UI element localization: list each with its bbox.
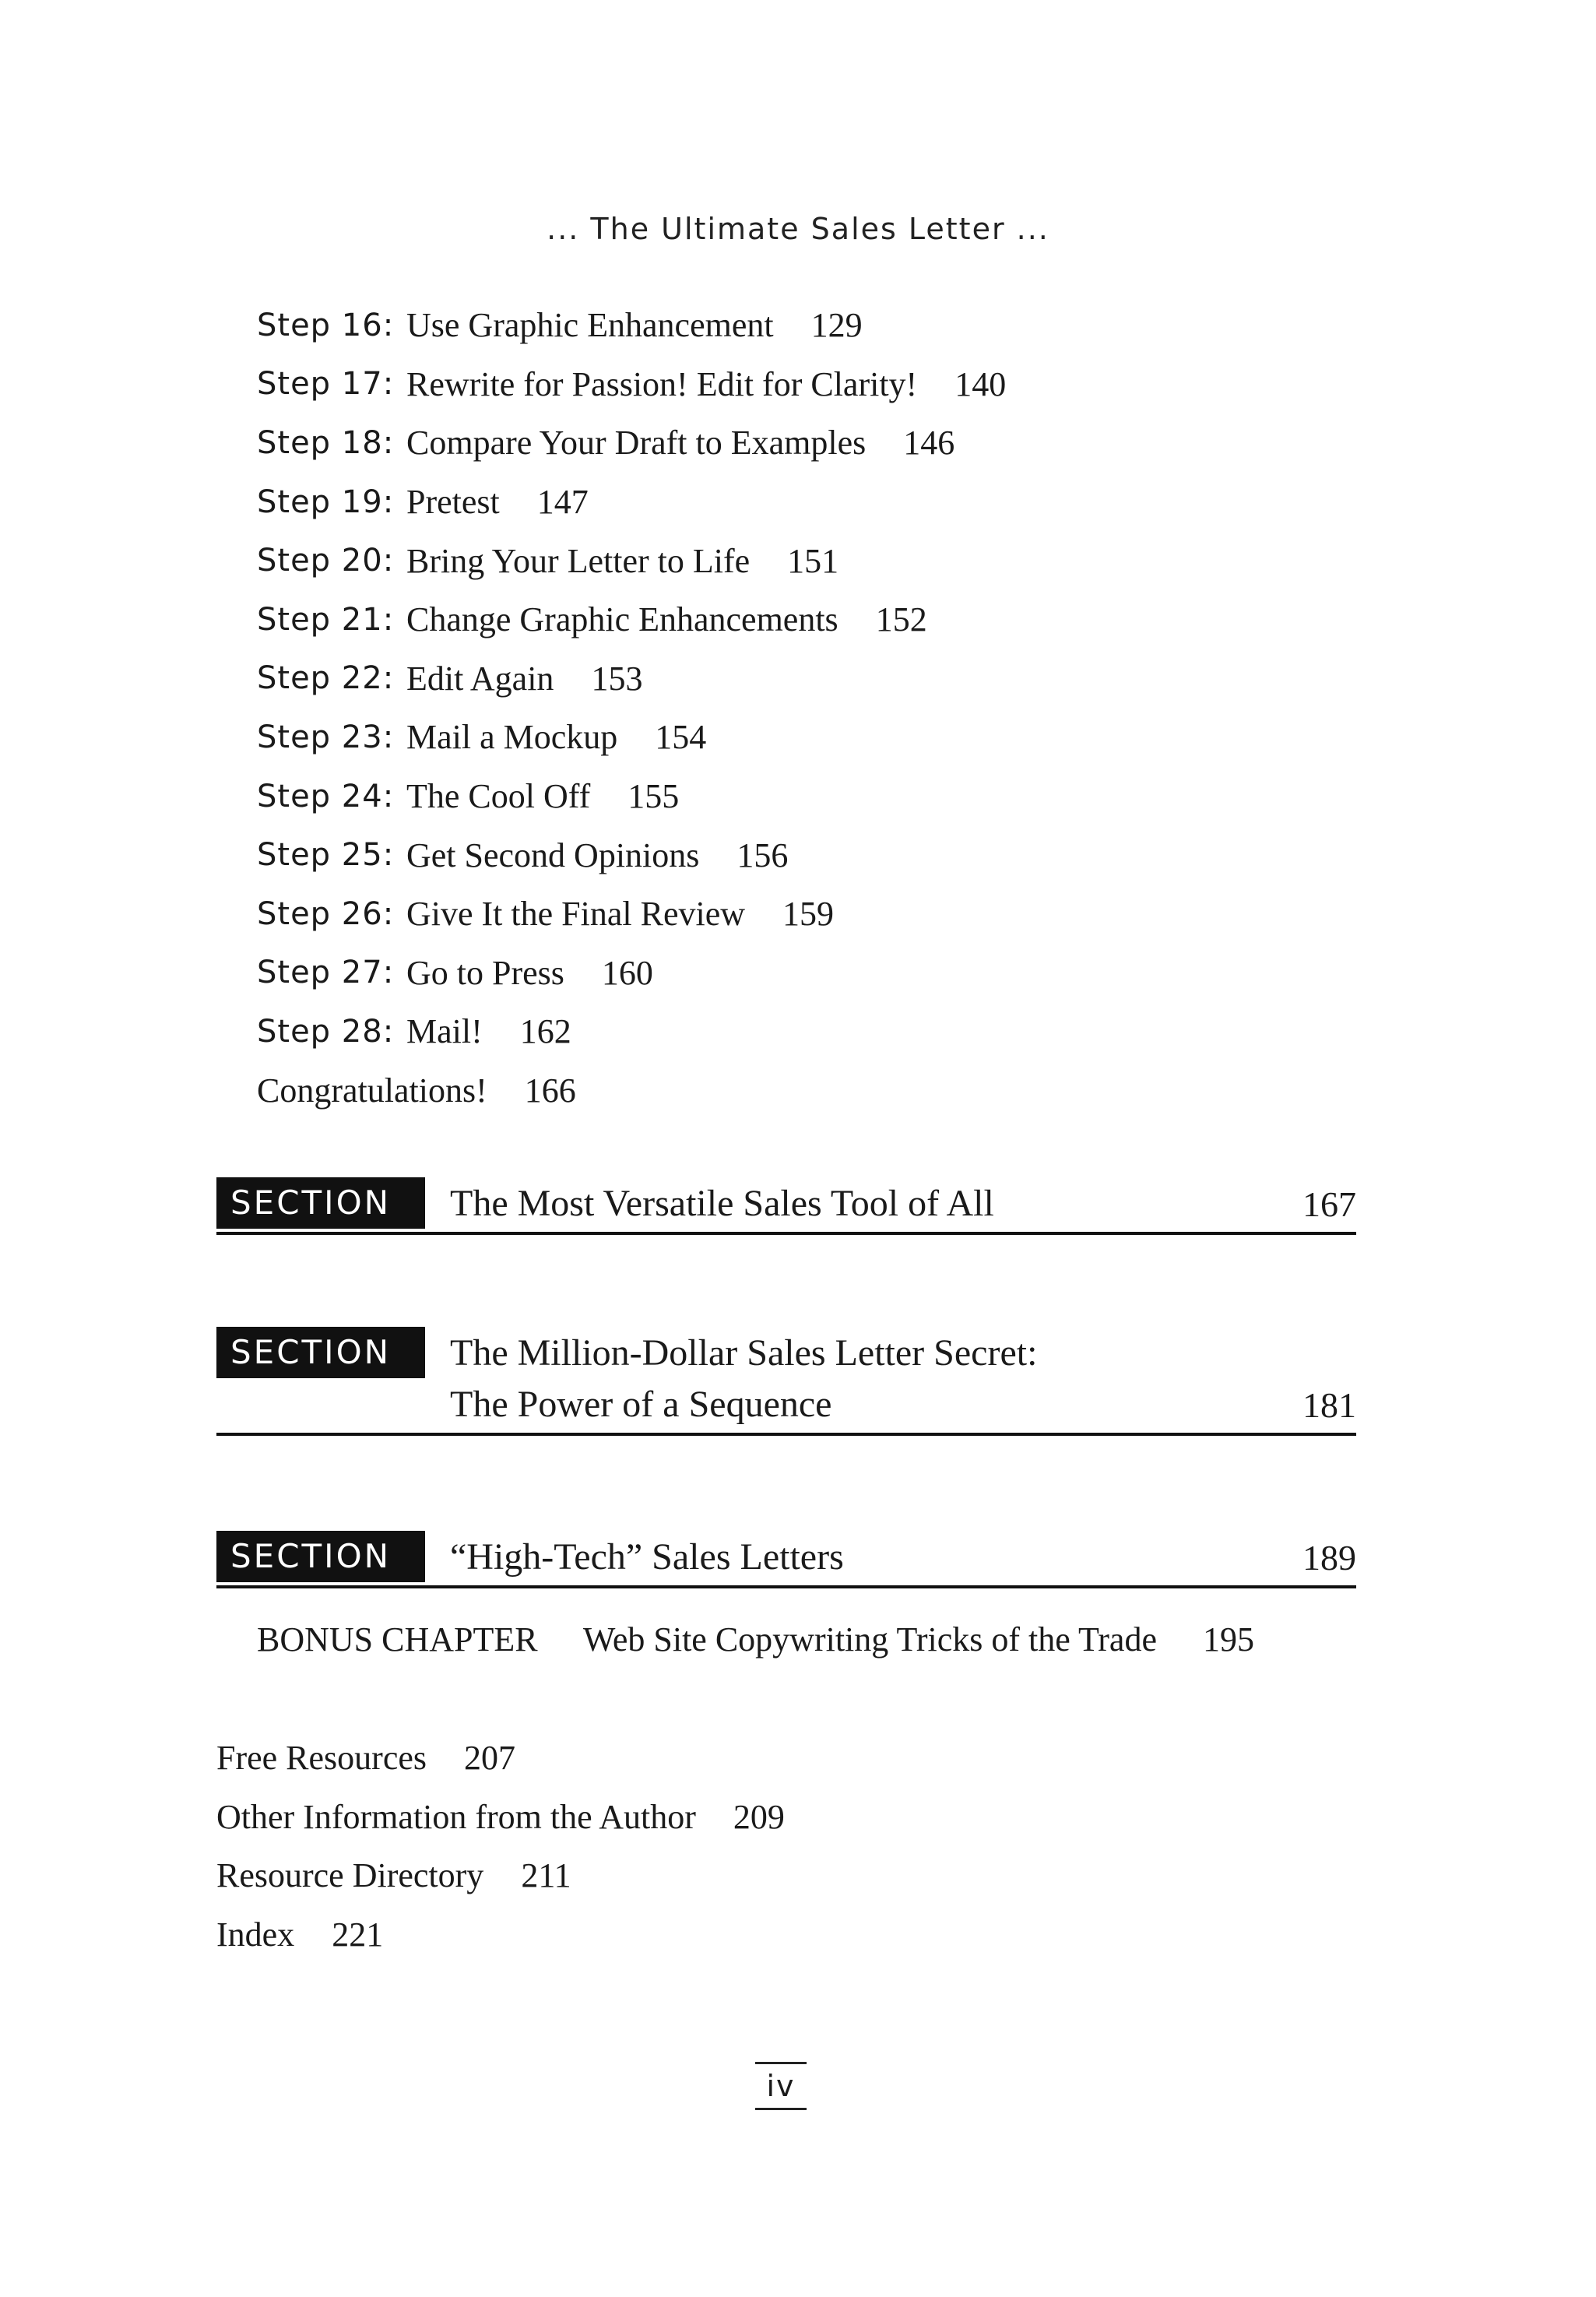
section-title: “High-Tech” Sales Letters	[450, 1536, 844, 1578]
page-number: 146	[903, 424, 955, 463]
toc-entry	[257, 355, 1347, 414]
page-number: 147	[536, 483, 589, 522]
toc-entry	[216, 1729, 785, 1788]
section-tag: SECTION 5	[216, 1531, 425, 1582]
back-matter-list	[216, 1729, 785, 1964]
step-label: Step 19:	[257, 484, 395, 520]
entry-title: Resource Directory	[216, 1856, 484, 1895]
page-number: 209	[733, 1797, 785, 1836]
page-number: 140	[954, 364, 1007, 403]
step-title: Pretest	[406, 483, 500, 522]
step-title: Mail a Mockup	[406, 718, 618, 757]
page-number: 162	[519, 1012, 571, 1051]
section-tag: SECTION 4	[216, 1327, 425, 1378]
toc-entry	[257, 767, 1347, 826]
step-title: Compare Your Draft to Examples	[406, 424, 867, 463]
section-title-line-2: The Power of a Sequence	[450, 1384, 832, 1425]
step-label: Step 21:	[257, 601, 395, 638]
step-title: The Cool Off	[406, 777, 591, 816]
page-number: 221	[332, 1915, 384, 1954]
step-label: Step 22:	[257, 660, 395, 697]
section-4-heading	[216, 1327, 1356, 1436]
bonus-label: BONUS CHAPTER	[257, 1620, 538, 1659]
step-label: Step 18:	[257, 424, 395, 461]
section-3-heading	[216, 1177, 1356, 1273]
step-label: Step 16:	[257, 307, 395, 343]
step-label: Step 28:	[257, 1013, 395, 1050]
step-label: Step 26:	[257, 895, 395, 932]
toc-entry	[257, 944, 1347, 1003]
toc-entry	[216, 1788, 785, 1847]
page-number: 189	[1302, 1538, 1356, 1578]
page-number: 151	[787, 541, 839, 580]
entry-title: Free Resources	[216, 1739, 427, 1778]
toc-entry-congratulations	[257, 1061, 1347, 1120]
toc-entry	[257, 649, 1347, 709]
section-title: The Million-Dollar Sales Letter Secret:	[450, 1332, 1038, 1374]
step-title: Change Graphic Enhancements	[406, 600, 838, 639]
step-title: Go to Press	[406, 953, 564, 992]
step-label: Step 20:	[257, 543, 395, 579]
step-list	[257, 296, 1347, 1120]
toc-entry	[257, 885, 1347, 944]
running-head: ... The Ultimate Sales Letter ...	[547, 212, 1049, 246]
toc-entry	[257, 531, 1347, 590]
page-number: 207	[464, 1739, 516, 1778]
step-label: Step 24:	[257, 778, 395, 814]
step-title: Rewrite for Passion! Edit for Clarity!	[406, 364, 918, 403]
bonus-chapter-entry	[257, 1620, 1254, 1659]
page-number: 156	[736, 835, 789, 874]
step-title: Edit Again	[406, 659, 554, 698]
entry-title: Other Information from the Author	[216, 1797, 696, 1836]
step-label: Step 27:	[257, 955, 395, 991]
page-number: 167	[1302, 1184, 1356, 1224]
step-title: Mail!	[406, 1012, 483, 1051]
page-number: 153	[591, 659, 643, 698]
step-title: Bring Your Letter to Life	[406, 541, 751, 580]
page-number: 195	[1203, 1620, 1254, 1659]
toc-entry	[257, 1002, 1347, 1061]
page-number: 159	[782, 895, 835, 934]
congratulations-title: Congratulations!	[257, 1071, 487, 1110]
toc-entry	[216, 1905, 785, 1965]
page-number: 166	[524, 1071, 576, 1110]
section-5-heading	[216, 1531, 1356, 1627]
toc-entry	[257, 590, 1347, 649]
step-title: Use Graphic Enhancement	[406, 306, 774, 345]
step-label: Step 25:	[257, 837, 395, 874]
step-title: Get Second Opinions	[406, 835, 700, 874]
bonus-title: Web Site Copywriting Tricks of the Trade	[582, 1620, 1157, 1659]
toc-entry	[257, 708, 1347, 767]
page-number: 152	[875, 600, 927, 639]
toc-entry	[257, 296, 1347, 355]
section-tag: SECTION 3	[216, 1177, 425, 1229]
page-number: 154	[655, 718, 707, 757]
entry-title: Index	[216, 1915, 295, 1954]
step-label: Step 17:	[257, 366, 395, 403]
page-number: 129	[810, 306, 863, 345]
toc-entry	[257, 825, 1347, 885]
toc-entry	[216, 1846, 785, 1905]
folio-page-number: iv	[755, 2062, 807, 2110]
page-number: 181	[1302, 1385, 1356, 1425]
step-label: Step 23:	[257, 719, 395, 755]
section-title: The Most Versatile Sales Tool of All	[450, 1183, 994, 1224]
toc-entry	[257, 413, 1347, 473]
page-number: 211	[521, 1856, 571, 1895]
page-number: 160	[601, 953, 653, 992]
toc-entry	[257, 473, 1347, 532]
page-number: 155	[628, 777, 680, 816]
step-title: Give It the Final Review	[406, 895, 746, 934]
